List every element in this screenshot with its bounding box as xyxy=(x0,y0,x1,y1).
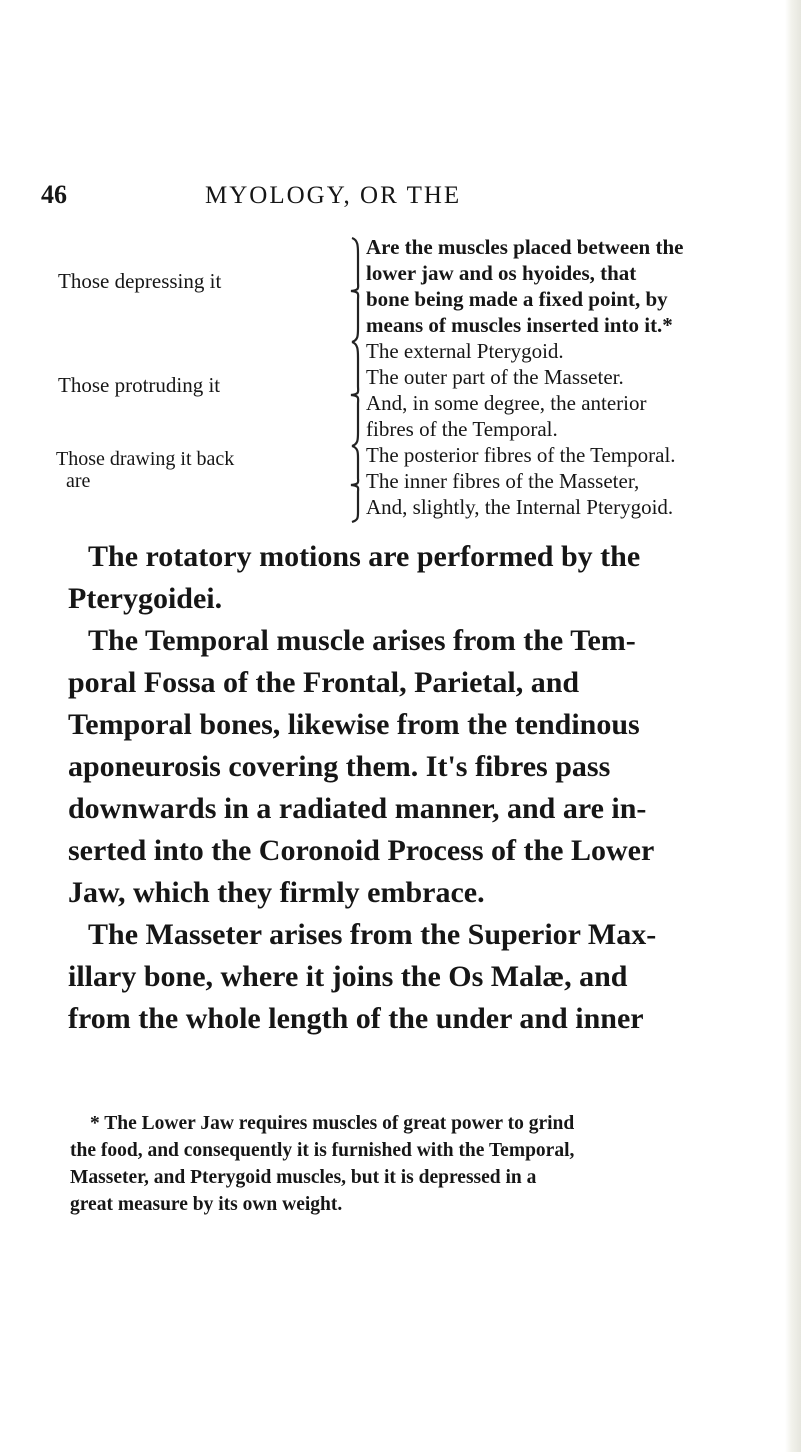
group-line: The posterior fibres of the Temporal. xyxy=(366,443,676,467)
group-line: means of muscles inserted into it.* xyxy=(366,313,673,337)
body-line: downwards in a radiated manner, and are in- xyxy=(68,792,647,825)
footnote-line: the food, and consequently it is furnished with the Temporal, xyxy=(70,1140,575,1161)
body-line: serted into the Coronoid Process of the Lower xyxy=(68,834,655,867)
group-line: The inner fibres of the Masseter, xyxy=(366,469,640,493)
group-line: The outer part of the Masseter. xyxy=(366,365,624,389)
body-line: The rotatory motions are performed by the xyxy=(88,540,641,573)
body-line: from the whole length of the under and inner xyxy=(68,1002,644,1035)
brace-icon xyxy=(348,444,366,524)
body-line: The Temporal muscle arises from the Tem- xyxy=(88,624,636,657)
group-line: bone being made a fixed point, by xyxy=(366,287,668,311)
group-lines xyxy=(366,442,676,520)
footnote-line: great measure by its own weight. xyxy=(70,1194,343,1215)
group-label-line: Those depressing it xyxy=(58,269,222,293)
group-label-line: are xyxy=(66,470,91,492)
body-line: poral Fossa of the Frontal, Parietal, and xyxy=(68,666,580,699)
body-line: Pterygoidei. xyxy=(68,582,223,615)
group-label-line: Those drawing it back xyxy=(56,448,235,470)
footnote-line: Masseter, and Pterygoid muscles, but it is depressed in a xyxy=(70,1167,537,1188)
brace-icon xyxy=(348,236,366,344)
body-line: aponeurosis covering them. It's fibres pass xyxy=(68,750,611,783)
footnote-line: * The Lower Jaw requires muscles of great power to grind xyxy=(90,1113,575,1134)
group-label xyxy=(58,374,220,396)
group-line: fibres of the Temporal. xyxy=(366,417,558,441)
group-label xyxy=(58,270,221,292)
page-number: 46 xyxy=(41,180,67,209)
group-line: lower jaw and os hyoides, that xyxy=(366,261,637,285)
footnote xyxy=(70,1110,756,1218)
group-label-line: Those protruding it xyxy=(58,373,221,397)
group-line: And, in some degree, the anterior xyxy=(366,391,647,415)
running-head xyxy=(0,180,801,220)
brace-icon xyxy=(348,340,366,448)
body-line: Jaw, which they firmly embrace. xyxy=(68,876,485,909)
group-line: Are the muscles placed between the xyxy=(366,235,684,259)
group-lines xyxy=(366,338,647,442)
body-line: The Masseter arises from the Superior Max- xyxy=(88,918,657,951)
body-line: illary bone, where it joins the Os Malæ, and xyxy=(68,960,628,993)
group-label xyxy=(56,448,234,492)
group-lines xyxy=(366,234,683,338)
body-text xyxy=(68,536,768,1040)
group-line: And, slightly, the Internal Pterygoid. xyxy=(366,495,674,519)
body-line: Temporal bones, likewise from the tendinous xyxy=(68,708,640,741)
group-line: The external Pterygoid. xyxy=(366,339,564,363)
running-title: MYOLOGY, OR THE xyxy=(205,182,462,209)
